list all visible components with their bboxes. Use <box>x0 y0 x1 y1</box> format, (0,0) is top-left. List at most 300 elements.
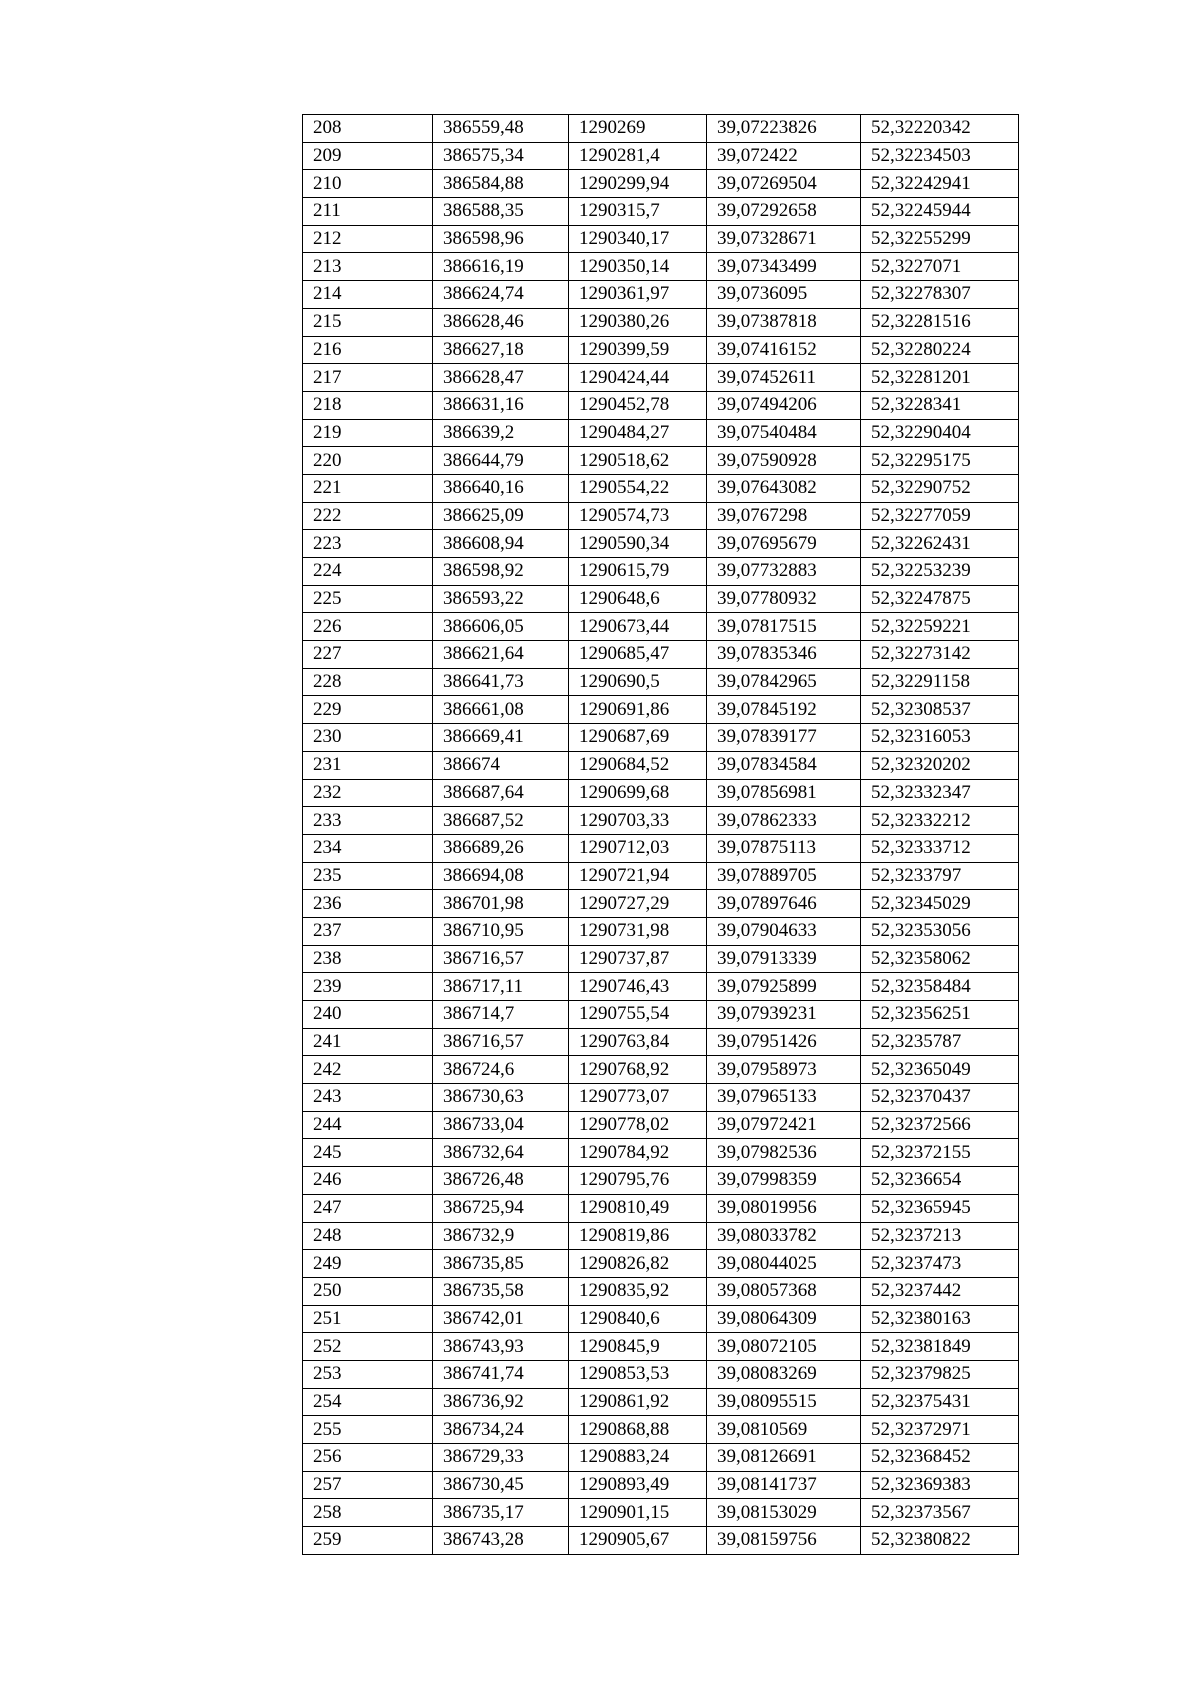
x-coordinate-cell: 386631,16 <box>433 391 569 419</box>
latitude-cell: 52,32373567 <box>861 1499 1019 1527</box>
table-row <box>303 807 1019 835</box>
latitude-cell: 52,32234503 <box>861 142 1019 170</box>
point-number-cell: 233 <box>303 807 433 835</box>
longitude-cell: 39,07897646 <box>707 890 861 918</box>
table-row <box>303 364 1019 392</box>
table-row <box>303 696 1019 724</box>
point-number-cell: 242 <box>303 1056 433 1084</box>
latitude-cell: 52,3236654 <box>861 1167 1019 1195</box>
point-number-cell: 221 <box>303 474 433 502</box>
table-row <box>303 613 1019 641</box>
table-row <box>303 170 1019 198</box>
point-number-cell: 238 <box>303 945 433 973</box>
table-row <box>303 1028 1019 1056</box>
x-coordinate-cell: 386714,7 <box>433 1001 569 1029</box>
point-number-cell: 247 <box>303 1194 433 1222</box>
table-row <box>303 779 1019 807</box>
table-row <box>303 142 1019 170</box>
x-coordinate-cell: 386694,08 <box>433 862 569 890</box>
y-coordinate-cell: 1290768,92 <box>569 1056 707 1084</box>
latitude-cell: 52,32278307 <box>861 281 1019 309</box>
latitude-cell: 52,32281201 <box>861 364 1019 392</box>
y-coordinate-cell: 1290690,5 <box>569 668 707 696</box>
longitude-cell: 39,08095515 <box>707 1388 861 1416</box>
point-number-cell: 228 <box>303 668 433 696</box>
longitude-cell: 39,07862333 <box>707 807 861 835</box>
table-row <box>303 1388 1019 1416</box>
point-number-cell: 258 <box>303 1499 433 1527</box>
table-row <box>303 419 1019 447</box>
y-coordinate-cell: 1290673,44 <box>569 613 707 641</box>
x-coordinate-cell: 386717,11 <box>433 973 569 1001</box>
latitude-cell: 52,32273142 <box>861 641 1019 669</box>
x-coordinate-cell: 386735,58 <box>433 1277 569 1305</box>
table-row <box>303 1499 1019 1527</box>
y-coordinate-cell: 1290840,6 <box>569 1305 707 1333</box>
y-coordinate-cell: 1290518,62 <box>569 447 707 475</box>
y-coordinate-cell: 1290361,97 <box>569 281 707 309</box>
x-coordinate-cell: 386625,09 <box>433 502 569 530</box>
latitude-cell: 52,32259221 <box>861 613 1019 641</box>
point-number-cell: 227 <box>303 641 433 669</box>
y-coordinate-cell: 1290590,34 <box>569 530 707 558</box>
x-coordinate-cell: 386575,34 <box>433 142 569 170</box>
point-number-cell: 255 <box>303 1416 433 1444</box>
latitude-cell: 52,32291158 <box>861 668 1019 696</box>
x-coordinate-cell: 386621,64 <box>433 641 569 669</box>
table-row <box>303 558 1019 586</box>
y-coordinate-cell: 1290687,69 <box>569 724 707 752</box>
table-row <box>303 115 1019 143</box>
latitude-cell: 52,32379825 <box>861 1360 1019 1388</box>
x-coordinate-cell: 386669,41 <box>433 724 569 752</box>
x-coordinate-cell: 386726,48 <box>433 1167 569 1195</box>
table-row <box>303 1305 1019 1333</box>
point-number-cell: 236 <box>303 890 433 918</box>
point-number-cell: 222 <box>303 502 433 530</box>
x-coordinate-cell: 386598,92 <box>433 558 569 586</box>
point-number-cell: 259 <box>303 1527 433 1555</box>
y-coordinate-cell: 1290684,52 <box>569 751 707 779</box>
longitude-cell: 39,07856981 <box>707 779 861 807</box>
x-coordinate-cell: 386735,85 <box>433 1250 569 1278</box>
latitude-cell: 52,32332347 <box>861 779 1019 807</box>
longitude-cell: 39,08153029 <box>707 1499 861 1527</box>
latitude-cell: 52,32353056 <box>861 917 1019 945</box>
table-row <box>303 1167 1019 1195</box>
x-coordinate-cell: 386628,46 <box>433 308 569 336</box>
point-number-cell: 237 <box>303 917 433 945</box>
longitude-cell: 39,07223826 <box>707 115 861 143</box>
latitude-cell: 52,32277059 <box>861 502 1019 530</box>
point-number-cell: 245 <box>303 1139 433 1167</box>
latitude-cell: 52,32358062 <box>861 945 1019 973</box>
longitude-cell: 39,07842965 <box>707 668 861 696</box>
longitude-cell: 39,08033782 <box>707 1222 861 1250</box>
x-coordinate-cell: 386608,94 <box>433 530 569 558</box>
table-row <box>303 336 1019 364</box>
latitude-cell: 52,32332212 <box>861 807 1019 835</box>
point-number-cell: 217 <box>303 364 433 392</box>
table-row <box>303 917 1019 945</box>
table-row <box>303 530 1019 558</box>
point-number-cell: 250 <box>303 1277 433 1305</box>
longitude-cell: 39,07494206 <box>707 391 861 419</box>
table-row <box>303 1333 1019 1361</box>
table-row <box>303 1250 1019 1278</box>
latitude-cell: 52,32380163 <box>861 1305 1019 1333</box>
table-row <box>303 862 1019 890</box>
longitude-cell: 39,0736095 <box>707 281 861 309</box>
y-coordinate-cell: 1290685,47 <box>569 641 707 669</box>
longitude-cell: 39,07913339 <box>707 945 861 973</box>
point-number-cell: 210 <box>303 170 433 198</box>
longitude-cell: 39,07958973 <box>707 1056 861 1084</box>
x-coordinate-cell: 386674 <box>433 751 569 779</box>
latitude-cell: 52,32369383 <box>861 1471 1019 1499</box>
y-coordinate-cell: 1290269 <box>569 115 707 143</box>
y-coordinate-cell: 1290901,15 <box>569 1499 707 1527</box>
table-row <box>303 751 1019 779</box>
longitude-cell: 39,07904633 <box>707 917 861 945</box>
table-row <box>303 1527 1019 1555</box>
table-row <box>303 973 1019 1001</box>
x-coordinate-cell: 386627,18 <box>433 336 569 364</box>
table-row <box>303 834 1019 862</box>
point-number-cell: 232 <box>303 779 433 807</box>
x-coordinate-cell: 386742,01 <box>433 1305 569 1333</box>
point-number-cell: 254 <box>303 1388 433 1416</box>
point-number-cell: 235 <box>303 862 433 890</box>
point-number-cell: 246 <box>303 1167 433 1195</box>
table-row <box>303 1277 1019 1305</box>
longitude-cell: 39,07939231 <box>707 1001 861 1029</box>
x-coordinate-cell: 386687,64 <box>433 779 569 807</box>
latitude-cell: 52,32247875 <box>861 585 1019 613</box>
point-number-cell: 234 <box>303 834 433 862</box>
latitude-cell: 52,32316053 <box>861 724 1019 752</box>
y-coordinate-cell: 1290712,03 <box>569 834 707 862</box>
x-coordinate-cell: 386584,88 <box>433 170 569 198</box>
latitude-cell: 52,3237213 <box>861 1222 1019 1250</box>
y-coordinate-cell: 1290778,02 <box>569 1111 707 1139</box>
y-coordinate-cell: 1290350,14 <box>569 253 707 281</box>
table-row <box>303 225 1019 253</box>
latitude-cell: 52,32372566 <box>861 1111 1019 1139</box>
table-row <box>303 890 1019 918</box>
latitude-cell: 52,32295175 <box>861 447 1019 475</box>
y-coordinate-cell: 1290795,76 <box>569 1167 707 1195</box>
latitude-cell: 52,3237442 <box>861 1277 1019 1305</box>
table-row <box>303 1194 1019 1222</box>
point-number-cell: 230 <box>303 724 433 752</box>
table-row <box>303 447 1019 475</box>
x-coordinate-cell: 386716,57 <box>433 1028 569 1056</box>
y-coordinate-cell: 1290648,6 <box>569 585 707 613</box>
y-coordinate-cell: 1290737,87 <box>569 945 707 973</box>
point-number-cell: 214 <box>303 281 433 309</box>
y-coordinate-cell: 1290819,86 <box>569 1222 707 1250</box>
y-coordinate-cell: 1290452,78 <box>569 391 707 419</box>
y-coordinate-cell: 1290721,94 <box>569 862 707 890</box>
point-number-cell: 252 <box>303 1333 433 1361</box>
table-row <box>303 724 1019 752</box>
point-number-cell: 219 <box>303 419 433 447</box>
y-coordinate-cell: 1290699,68 <box>569 779 707 807</box>
point-number-cell: 257 <box>303 1471 433 1499</box>
y-coordinate-cell: 1290281,4 <box>569 142 707 170</box>
point-number-cell: 225 <box>303 585 433 613</box>
point-number-cell: 231 <box>303 751 433 779</box>
y-coordinate-cell: 1290755,54 <box>569 1001 707 1029</box>
latitude-cell: 52,32372971 <box>861 1416 1019 1444</box>
longitude-cell: 39,07875113 <box>707 834 861 862</box>
latitude-cell: 52,32380822 <box>861 1527 1019 1555</box>
latitude-cell: 52,3233797 <box>861 862 1019 890</box>
y-coordinate-cell: 1290691,86 <box>569 696 707 724</box>
x-coordinate-cell: 386661,08 <box>433 696 569 724</box>
x-coordinate-cell: 386689,26 <box>433 834 569 862</box>
x-coordinate-cell: 386741,74 <box>433 1360 569 1388</box>
latitude-cell: 52,32253239 <box>861 558 1019 586</box>
latitude-cell: 52,3237473 <box>861 1250 1019 1278</box>
longitude-cell: 39,07269504 <box>707 170 861 198</box>
x-coordinate-cell: 386729,33 <box>433 1444 569 1472</box>
x-coordinate-cell: 386730,63 <box>433 1084 569 1112</box>
point-number-cell: 220 <box>303 447 433 475</box>
x-coordinate-cell: 386743,28 <box>433 1527 569 1555</box>
y-coordinate-cell: 1290703,33 <box>569 807 707 835</box>
y-coordinate-cell: 1290554,22 <box>569 474 707 502</box>
table-row <box>303 253 1019 281</box>
longitude-cell: 39,07951426 <box>707 1028 861 1056</box>
latitude-cell: 52,32368452 <box>861 1444 1019 1472</box>
point-number-cell: 211 <box>303 198 433 226</box>
latitude-cell: 52,32220342 <box>861 115 1019 143</box>
longitude-cell: 39,07590928 <box>707 447 861 475</box>
table-row <box>303 1111 1019 1139</box>
table-row <box>303 391 1019 419</box>
point-number-cell: 223 <box>303 530 433 558</box>
longitude-cell: 39,072422 <box>707 142 861 170</box>
latitude-cell: 52,32345029 <box>861 890 1019 918</box>
x-coordinate-cell: 386639,2 <box>433 419 569 447</box>
y-coordinate-cell: 1290893,49 <box>569 1471 707 1499</box>
latitude-cell: 52,3228341 <box>861 391 1019 419</box>
longitude-cell: 39,07834584 <box>707 751 861 779</box>
longitude-cell: 39,08083269 <box>707 1360 861 1388</box>
longitude-cell: 39,07328671 <box>707 225 861 253</box>
table-row <box>303 1222 1019 1250</box>
point-number-cell: 209 <box>303 142 433 170</box>
y-coordinate-cell: 1290773,07 <box>569 1084 707 1112</box>
y-coordinate-cell: 1290883,24 <box>569 1444 707 1472</box>
longitude-cell: 39,07387818 <box>707 308 861 336</box>
x-coordinate-cell: 386732,9 <box>433 1222 569 1250</box>
y-coordinate-cell: 1290315,7 <box>569 198 707 226</box>
point-number-cell: 253 <box>303 1360 433 1388</box>
longitude-cell: 39,08126691 <box>707 1444 861 1472</box>
x-coordinate-cell: 386588,35 <box>433 198 569 226</box>
x-coordinate-cell: 386725,94 <box>433 1194 569 1222</box>
longitude-cell: 39,07292658 <box>707 198 861 226</box>
coordinates-table <box>302 114 1019 1555</box>
point-number-cell: 229 <box>303 696 433 724</box>
latitude-cell: 52,32375431 <box>861 1388 1019 1416</box>
table-row <box>303 1084 1019 1112</box>
longitude-cell: 39,07925899 <box>707 973 861 1001</box>
point-number-cell: 218 <box>303 391 433 419</box>
latitude-cell: 52,32365049 <box>861 1056 1019 1084</box>
point-number-cell: 215 <box>303 308 433 336</box>
table-row <box>303 585 1019 613</box>
point-number-cell: 208 <box>303 115 433 143</box>
y-coordinate-cell: 1290484,27 <box>569 419 707 447</box>
longitude-cell: 39,07817515 <box>707 613 861 641</box>
latitude-cell: 52,32280224 <box>861 336 1019 364</box>
point-number-cell: 248 <box>303 1222 433 1250</box>
latitude-cell: 52,32372155 <box>861 1139 1019 1167</box>
y-coordinate-cell: 1290905,67 <box>569 1527 707 1555</box>
point-number-cell: 251 <box>303 1305 433 1333</box>
latitude-cell: 52,32365945 <box>861 1194 1019 1222</box>
longitude-cell: 39,07416152 <box>707 336 861 364</box>
y-coordinate-cell: 1290861,92 <box>569 1388 707 1416</box>
longitude-cell: 39,08159756 <box>707 1527 861 1555</box>
y-coordinate-cell: 1290727,29 <box>569 890 707 918</box>
latitude-cell: 52,32370437 <box>861 1084 1019 1112</box>
table-row <box>303 945 1019 973</box>
point-number-cell: 243 <box>303 1084 433 1112</box>
x-coordinate-cell: 386736,92 <box>433 1388 569 1416</box>
longitude-cell: 39,07972421 <box>707 1111 861 1139</box>
point-number-cell: 226 <box>303 613 433 641</box>
longitude-cell: 39,08019956 <box>707 1194 861 1222</box>
x-coordinate-cell: 386730,45 <box>433 1471 569 1499</box>
x-coordinate-cell: 386734,24 <box>433 1416 569 1444</box>
point-number-cell: 249 <box>303 1250 433 1278</box>
latitude-cell: 52,32358484 <box>861 973 1019 1001</box>
x-coordinate-cell: 386641,73 <box>433 668 569 696</box>
table-row <box>303 1056 1019 1084</box>
table-row <box>303 1360 1019 1388</box>
latitude-cell: 52,32262431 <box>861 530 1019 558</box>
longitude-cell: 39,07889705 <box>707 862 861 890</box>
point-number-cell: 213 <box>303 253 433 281</box>
x-coordinate-cell: 386640,16 <box>433 474 569 502</box>
longitude-cell: 39,07982536 <box>707 1139 861 1167</box>
point-number-cell: 216 <box>303 336 433 364</box>
longitude-cell: 39,07732883 <box>707 558 861 586</box>
x-coordinate-cell: 386624,74 <box>433 281 569 309</box>
latitude-cell: 52,32245944 <box>861 198 1019 226</box>
latitude-cell: 52,32290752 <box>861 474 1019 502</box>
point-number-cell: 241 <box>303 1028 433 1056</box>
x-coordinate-cell: 386598,96 <box>433 225 569 253</box>
x-coordinate-cell: 386644,79 <box>433 447 569 475</box>
longitude-cell: 39,07835346 <box>707 641 861 669</box>
latitude-cell: 52,32290404 <box>861 419 1019 447</box>
longitude-cell: 39,08064309 <box>707 1305 861 1333</box>
latitude-cell: 52,32281516 <box>861 308 1019 336</box>
point-number-cell: 244 <box>303 1111 433 1139</box>
x-coordinate-cell: 386701,98 <box>433 890 569 918</box>
latitude-cell: 52,32333712 <box>861 834 1019 862</box>
y-coordinate-cell: 1290746,43 <box>569 973 707 1001</box>
table-row <box>303 502 1019 530</box>
latitude-cell: 52,32381849 <box>861 1333 1019 1361</box>
latitude-cell: 52,32356251 <box>861 1001 1019 1029</box>
longitude-cell: 39,07540484 <box>707 419 861 447</box>
longitude-cell: 39,07998359 <box>707 1167 861 1195</box>
y-coordinate-cell: 1290868,88 <box>569 1416 707 1444</box>
longitude-cell: 39,07839177 <box>707 724 861 752</box>
table-row <box>303 308 1019 336</box>
point-number-cell: 239 <box>303 973 433 1001</box>
point-number-cell: 240 <box>303 1001 433 1029</box>
y-coordinate-cell: 1290763,84 <box>569 1028 707 1056</box>
y-coordinate-cell: 1290835,92 <box>569 1277 707 1305</box>
latitude-cell: 52,32255299 <box>861 225 1019 253</box>
x-coordinate-cell: 386606,05 <box>433 613 569 641</box>
y-coordinate-cell: 1290340,17 <box>569 225 707 253</box>
longitude-cell: 39,07780932 <box>707 585 861 613</box>
y-coordinate-cell: 1290299,94 <box>569 170 707 198</box>
x-coordinate-cell: 386724,6 <box>433 1056 569 1084</box>
longitude-cell: 39,07452611 <box>707 364 861 392</box>
table-row <box>303 1001 1019 1029</box>
table-row <box>303 1139 1019 1167</box>
x-coordinate-cell: 386616,19 <box>433 253 569 281</box>
x-coordinate-cell: 386710,95 <box>433 917 569 945</box>
x-coordinate-cell: 386716,57 <box>433 945 569 973</box>
table-row <box>303 1471 1019 1499</box>
table-row <box>303 474 1019 502</box>
x-coordinate-cell: 386559,48 <box>433 115 569 143</box>
x-coordinate-cell: 386687,52 <box>433 807 569 835</box>
point-number-cell: 256 <box>303 1444 433 1472</box>
longitude-cell: 39,08057368 <box>707 1277 861 1305</box>
latitude-cell: 52,3227071 <box>861 253 1019 281</box>
longitude-cell: 39,07695679 <box>707 530 861 558</box>
y-coordinate-cell: 1290399,59 <box>569 336 707 364</box>
x-coordinate-cell: 386743,93 <box>433 1333 569 1361</box>
longitude-cell: 39,0810569 <box>707 1416 861 1444</box>
y-coordinate-cell: 1290810,49 <box>569 1194 707 1222</box>
longitude-cell: 39,07965133 <box>707 1084 861 1112</box>
longitude-cell: 39,0767298 <box>707 502 861 530</box>
table-row <box>303 198 1019 226</box>
y-coordinate-cell: 1290615,79 <box>569 558 707 586</box>
longitude-cell: 39,08141737 <box>707 1471 861 1499</box>
x-coordinate-cell: 386628,47 <box>433 364 569 392</box>
latitude-cell: 52,32242941 <box>861 170 1019 198</box>
table-row <box>303 1416 1019 1444</box>
y-coordinate-cell: 1290784,92 <box>569 1139 707 1167</box>
y-coordinate-cell: 1290826,82 <box>569 1250 707 1278</box>
y-coordinate-cell: 1290424,44 <box>569 364 707 392</box>
longitude-cell: 39,08072105 <box>707 1333 861 1361</box>
table-row <box>303 281 1019 309</box>
x-coordinate-cell: 386735,17 <box>433 1499 569 1527</box>
longitude-cell: 39,07343499 <box>707 253 861 281</box>
y-coordinate-cell: 1290845,9 <box>569 1333 707 1361</box>
y-coordinate-cell: 1290731,98 <box>569 917 707 945</box>
latitude-cell: 52,32320202 <box>861 751 1019 779</box>
latitude-cell: 52,32308537 <box>861 696 1019 724</box>
longitude-cell: 39,07845192 <box>707 696 861 724</box>
x-coordinate-cell: 386732,64 <box>433 1139 569 1167</box>
